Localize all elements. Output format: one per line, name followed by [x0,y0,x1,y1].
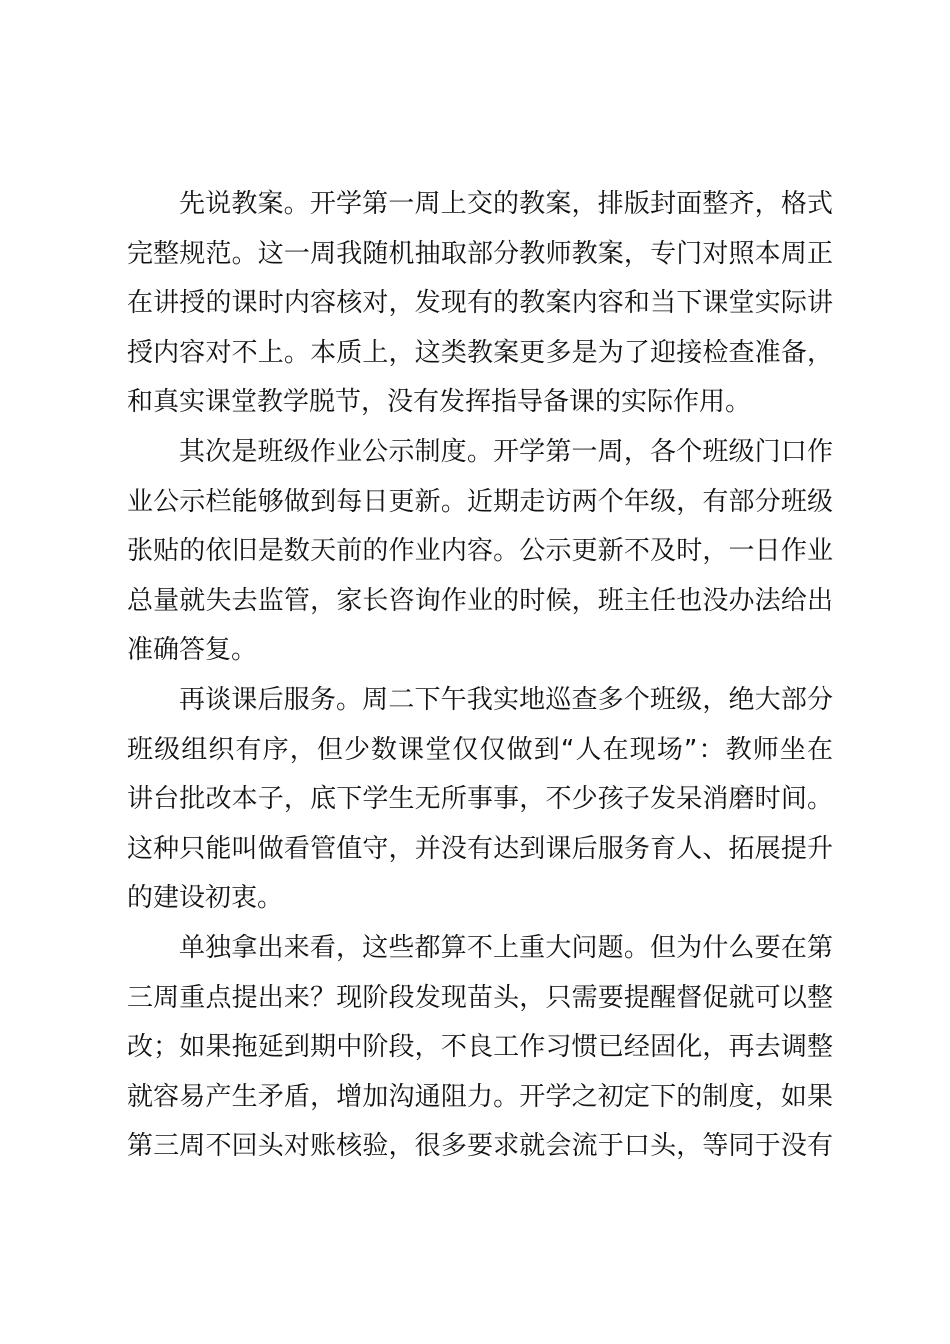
paragraph-line: 准确答复。 [127,635,258,666]
paragraph-lesson-plans [127,180,833,428]
paragraph-line: 就容易产生矛盾，增加沟通阻力。开学之初定下的制度，如果 [127,1081,833,1112]
paragraph-summary [127,924,833,1172]
paragraph-line: 再谈课后服务。周二下午我实地巡查多个班级，绝大部分 [179,684,833,715]
paragraph-homework-notice [127,428,833,676]
paragraph-line: 和真实课堂教学脱节，没有发挥指导备课的实际作用。 [127,387,752,418]
paragraph-line: 第三周不回头对账核验，很多要求就会流于口头，等同于没有 [127,1131,833,1162]
paragraph-line: 完整规范。这一周我随机抽取部分教师教案，专门对照本周正 [127,238,833,269]
document-body [127,180,833,1172]
paragraph-after-school-service [127,676,833,924]
paragraph-line: 业公示栏能够做到每日更新。近期走访两个年级，有部分班级 [127,486,833,517]
paragraph-line: 讲台批改本子，底下学生无所事事，不少孩子发呆消磨时间。 [127,784,833,815]
paragraph-line: 其次是班级作业公示制度。开学第一周，各个班级门口作 [179,436,833,467]
paragraph-line: 这种只能叫做看管值守，并没有达到课后服务育人、拓展提升 [127,833,833,864]
paragraph-line: 班级组织有序，但少数课堂仅仅做到“人在现场”：教师坐在 [127,734,833,765]
paragraph-line: 三周重点提出来？现阶段发现苗头，只需要提醒督促就可以整 [127,982,833,1013]
paragraph-line: 总量就失去监管，家长咨询作业的时候，班主任也没办法给出 [127,585,833,616]
paragraph-line: 先说教案。开学第一周上交的教案，排版封面整齐，格式 [179,189,833,219]
paragraph-line: 授内容对不上。本质上，这类教案更多是为了迎接检查准备， [127,337,833,368]
paragraph-line: 单独拿出来看，这些都算不上重大问题。但为什么要在第 [179,932,833,963]
paragraph-line: 在讲授的课时内容核对，发现有的教案内容和当下课堂实际讲 [127,288,833,319]
paragraph-line: 改；如果拖延到期中阶段，不良工作习惯已经固化，再去调整 [127,1032,833,1063]
paragraph-line: 张贴的依旧是数天前的作业内容。公示更新不及时，一日作业 [127,536,833,567]
paragraph-line: 的建设初衷。 [127,883,284,914]
